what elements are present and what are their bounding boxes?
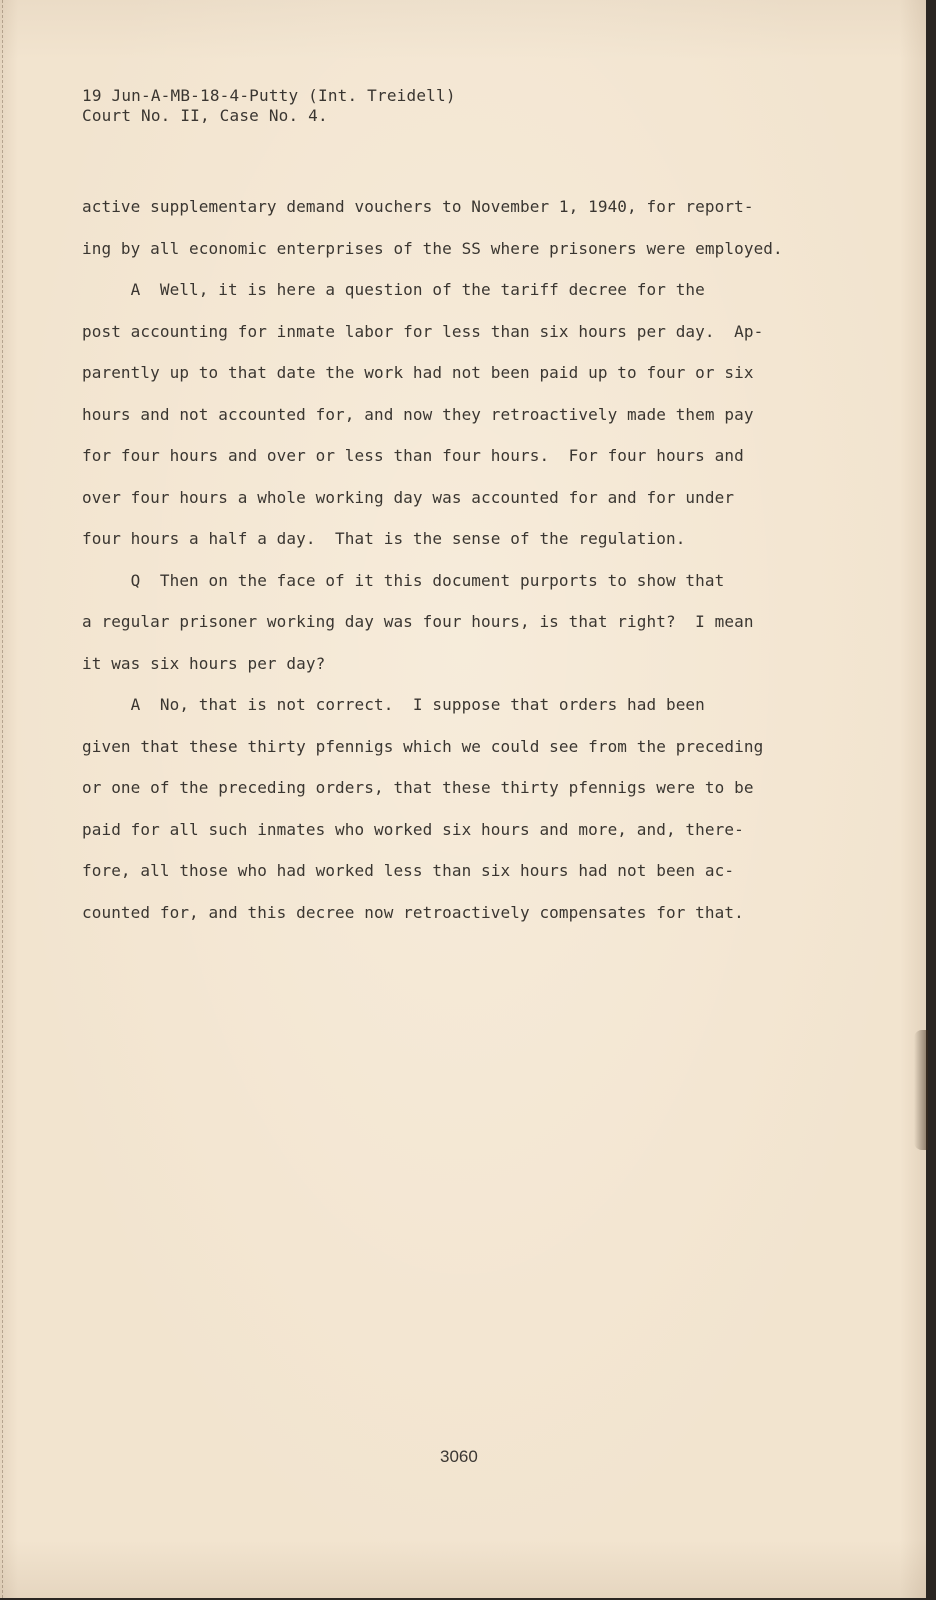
document-header [82,86,456,126]
text-line: active supplementary demand vouchers to November 1, 1940, for report- [82,197,754,216]
header-line-court: Court No. II, Case No. 4. [82,106,328,125]
page-number: 3060 [440,1447,478,1466]
text-line: Q Then on the face of it this document purports to show that [82,570,725,590]
text-line: post accounting for inmate labor for less than six hours per day. Ap- [82,321,764,341]
text-line: it was six hours per day? [82,653,326,673]
text-line: A No, that is not correct. I suppose that orders had been [82,695,705,714]
text-line: counted for, and this decree now retroactively compensates for that. [82,902,744,922]
text-line: A Well, it is here a question of the tariff decree for the [82,280,705,299]
text-line: or one of the preceding orders, that these thirty pfennigs were to be [82,778,754,797]
text-line: ing by all economic enterprises of the SS where prisoners were employed. [82,238,783,258]
text-line: over four hours a whole working day was accounted for and for under [82,487,735,507]
text-line: fore, all those who had worked less than six hours had not been ac- [82,861,735,880]
header-line-reference: 19 Jun-A-MB-18-4-Putty (Int. Treidell) [82,86,456,105]
text-line: given that these thirty pfennigs which we could see from the preceding [82,736,764,756]
text-line: paid for all such inmates who worked six hours and more, and, there- [82,819,744,839]
text-line: four hours a half a day. That is the sense of the regulation. [82,529,686,548]
torn-left-edge [2,0,17,1598]
text-line: hours and not accounted for, and now they retroactively made them pay [82,404,754,424]
text-line: a regular prisoner working day was four hours, is that right? I mean [82,612,754,631]
text-line: for four hours and over or less than four hours. For four hours and [82,446,744,465]
text-line: parently up to that date the work had not been paid up to four or six [82,363,754,382]
transcript-body [82,186,822,933]
page-edge-shadow [914,1030,928,1150]
